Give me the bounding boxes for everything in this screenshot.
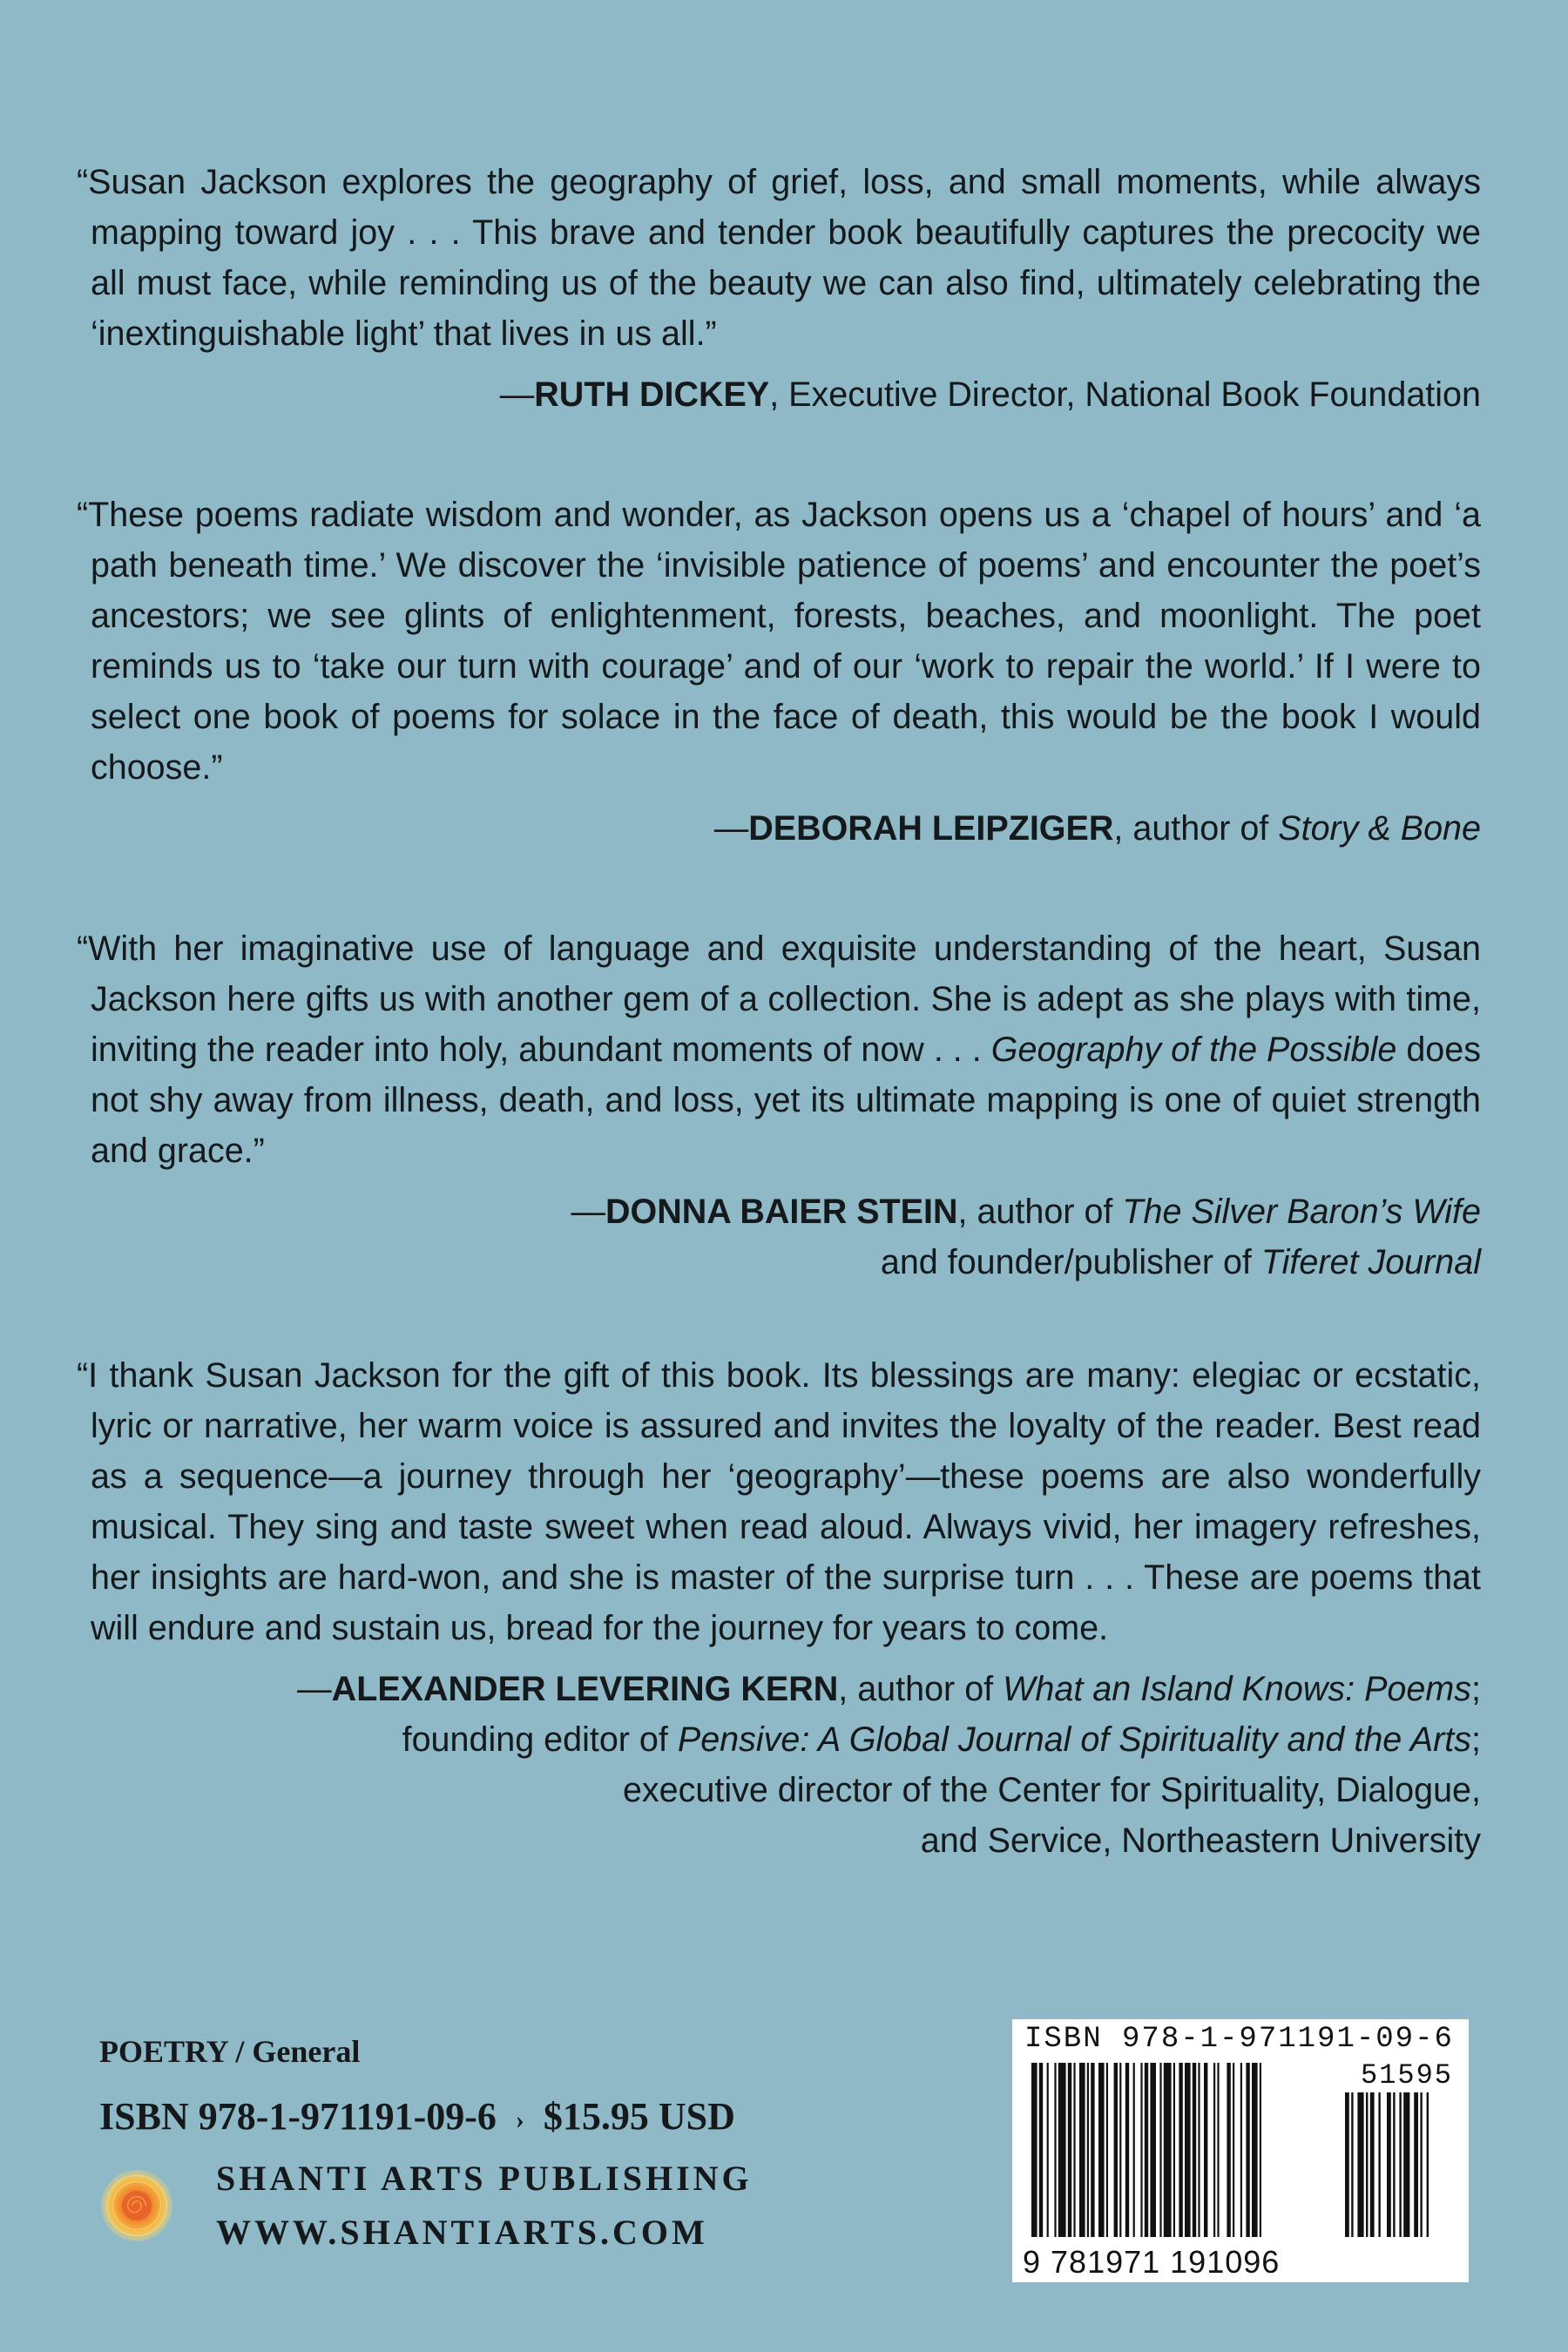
barcode-addon-bar <box>1399 2092 1401 2237</box>
quote-part-open: “With her imaginative use of language and exquisite understanding of the heart, Susan Jackson here gifts us with another gem of a collection. She is adept as she plays with time, inviting the reader into holy, abundant moments of now . . . <box>77 929 1481 1069</box>
attribution-line-1: —ALEXANDER LEVERING KERN, author of What an Island Knows: Poems; <box>297 1670 1481 1708</box>
publisher-name: SHANTI ARTS PUBLISHING <box>216 2159 753 2198</box>
barcode-bar <box>1098 2063 1105 2237</box>
sun-spiral-logo-icon <box>99 2168 174 2243</box>
barcode-addon-bar <box>1387 2092 1391 2237</box>
author-role: , author of <box>1113 809 1279 848</box>
blurb-quote: “I thank Susan Jackson for the gift of this book. Its blessings are many: elegiac or ecstatic, lyric or narrative, her warm voice is assured and invites the loyalty of the reader. Best read as a sequence—a journey through her ‘geography’—these poems are also wonderfully musical. They sing and taste sweet when read aloud. Always vivid, her imagery refreshes, her insights are hard-won, and she is master of the surprise turn . . . These are poems that will endure and sustain us, bread for the journey for years to come. <box>77 1356 1481 1647</box>
barcode-bar <box>1233 2063 1234 2237</box>
barcode-addon-bar <box>1370 2092 1375 2237</box>
author-role-2: founding editor of <box>402 1720 678 1759</box>
author-work: Story & Bone <box>1278 809 1481 848</box>
author-role: , author of <box>838 1670 1004 1708</box>
blurb-quote: “These poems radiate wisdom and wonder, as Jackson opens us a ‘chapel of hours’ and ‘a path beneath time.’ We discover the ‘invisible patience of poems’ and encounter the poet’s ancestors; we see glints of enlightenment, forests, beaches, and moonlight. The poet reminds us to ‘take our turn with courage’ and of our ‘work to repair the world.’ If I were to select one book of poems for solace in the face of death, this would be the book I would choose.” <box>77 496 1481 787</box>
barcode-bar <box>1240 2063 1242 2237</box>
barcode-price-code: 51595 <box>1360 2059 1453 2092</box>
barcode-bar <box>1125 2063 1129 2237</box>
barcode-isbn-label: ISBN 978-1-971191-09-6 <box>1024 2023 1454 2056</box>
blurb-quote <box>77 923 1481 1176</box>
isbn-text: ISBN 978-1-971191-09-6 <box>99 2095 497 2138</box>
blurb-attribution <box>77 369 1481 420</box>
barcode-bar <box>1173 2063 1175 2237</box>
author-name: RUTH DICKEY <box>534 375 770 414</box>
barcode-bar <box>1150 2063 1156 2237</box>
barcode-digits: 9 781971 191096 <box>1023 2244 1281 2280</box>
barcode-bar <box>1179 2063 1182 2237</box>
barcode-bar <box>1087 2063 1089 2237</box>
blurb-donna-baier-stein <box>77 923 1481 1288</box>
barcode-bar <box>1252 2063 1258 2237</box>
author-work: What an Island Knows: Poems <box>1003 1670 1472 1708</box>
barcode-addon-bar <box>1351 2092 1353 2237</box>
author-name: DONNA BAIER STEIN <box>605 1193 958 1231</box>
barcode-bar <box>1106 2063 1108 2237</box>
barcode-bar <box>1079 2063 1085 2237</box>
quote-part-close: does not shy away from illness, death, and loss, yet its ultimate mapping is one of quiet strength and grace.” <box>91 1031 1481 1170</box>
barcode-bar <box>1204 2063 1207 2237</box>
barcode-bar <box>1133 2063 1135 2237</box>
barcode-bar <box>1185 2063 1191 2237</box>
author-role: , Executive Director, National Book Foundation <box>769 375 1481 414</box>
category-label: POETRY / General <box>99 2034 361 2069</box>
barcode-bar <box>1246 2063 1249 2237</box>
barcode <box>1012 2019 1469 2282</box>
barcode-bar <box>1140 2063 1142 2237</box>
attribution-line-3: executive director of the Center for Spirituality, Dialogue, <box>622 1771 1481 1809</box>
isbn-price-line <box>99 2091 735 2146</box>
attribution-line-2: founding editor of Pensive: A Global Journal of Spirituality and the Arts; <box>402 1720 1481 1759</box>
barcode-addon-bar <box>1345 2092 1349 2237</box>
blurb-attribution <box>77 1186 1481 1288</box>
barcode-addon-bar <box>1393 2092 1395 2237</box>
attribution-dash: — <box>499 375 535 414</box>
barcode-bar <box>1217 2063 1219 2237</box>
blurb-alexander-levering-kern <box>77 1350 1481 1866</box>
barcode-bar <box>1068 2063 1071 2237</box>
barcode-addon-bar <box>1414 2092 1418 2237</box>
barcode-bar <box>1031 2063 1037 2237</box>
barcode-bar <box>1213 2063 1215 2237</box>
attribution-dash: — <box>297 1670 332 1708</box>
blurb-ruth-dickey <box>77 157 1481 420</box>
barcode-bar <box>1047 2063 1049 2237</box>
barcode-addon-bar <box>1366 2092 1368 2237</box>
barcode-addon-bar <box>1357 2092 1363 2237</box>
book-info <box>99 2030 735 2146</box>
barcode-bar <box>1054 2063 1056 2237</box>
author-role: , author of <box>957 1193 1123 1231</box>
blurb-attribution <box>77 803 1481 854</box>
separator-glyph: › <box>515 2105 524 2134</box>
author-name: DEBORAH LEIPZIGER <box>748 809 1114 848</box>
barcode-addon-bar <box>1378 2092 1380 2237</box>
attribution-dash: — <box>571 1193 605 1231</box>
barcode-bar <box>1114 2063 1118 2237</box>
publisher-text <box>216 2152 753 2260</box>
author-role-2: and founder/publisher of <box>880 1243 1261 1281</box>
author-work-2: Pensive: A Global Journal of Spirituality and the Arts <box>677 1720 1472 1759</box>
barcode-bar <box>1039 2063 1043 2237</box>
barcode-bar <box>1091 2063 1094 2237</box>
blurb-deborah-leipziger <box>77 490 1481 854</box>
barcode-addon-bar <box>1420 2092 1422 2237</box>
barcode-bar <box>1260 2063 1261 2237</box>
barcode-bar <box>1227 2063 1230 2237</box>
author-work-2: Tiferet Journal <box>1260 1243 1481 1281</box>
attribution-dash: — <box>713 809 749 848</box>
attribution-line-4: and Service, Northeastern University <box>920 1821 1481 1860</box>
barcode-bar <box>1198 2063 1200 2237</box>
barcode-addon-bar <box>1403 2092 1409 2237</box>
publisher-block <box>99 2152 753 2260</box>
quote-book-title: Geography of the Possible <box>990 1031 1397 1069</box>
barcode-bar <box>1119 2063 1121 2237</box>
barcode-bar <box>1159 2063 1161 2237</box>
author-name: ALEXANDER LEVERING KERN <box>331 1670 839 1708</box>
blurb-quote: “Susan Jackson explores the geography of grief, loss, and small moments, while always mapping toward joy . . . This brave and tender book beautifully captures the precocity we all must face, while reminding us of the beauty we can also find, ultimately celebrating the ‘inextinguishable light’ that lives in us all.” <box>77 163 1481 353</box>
barcode-bars <box>1031 2061 1458 2244</box>
publisher-url[interactable]: WWW.SHANTIARTS.COM <box>216 2213 708 2252</box>
author-work: The Silver Baron’s Wife <box>1122 1193 1481 1231</box>
barcode-addon-bar <box>1427 2092 1429 2237</box>
blurb-attribution <box>77 1664 1481 1866</box>
barcode-bar <box>1145 2063 1148 2237</box>
barcode-bar <box>1193 2063 1196 2237</box>
attribution-line-1 <box>181 1186 1481 1237</box>
barcode-bar <box>1073 2063 1075 2237</box>
attribution-line-2 <box>181 1237 1481 1288</box>
price-text: $15.95 USD <box>543 2095 735 2138</box>
barcode-bar <box>1164 2063 1172 2237</box>
barcode-bar <box>1058 2063 1066 2237</box>
